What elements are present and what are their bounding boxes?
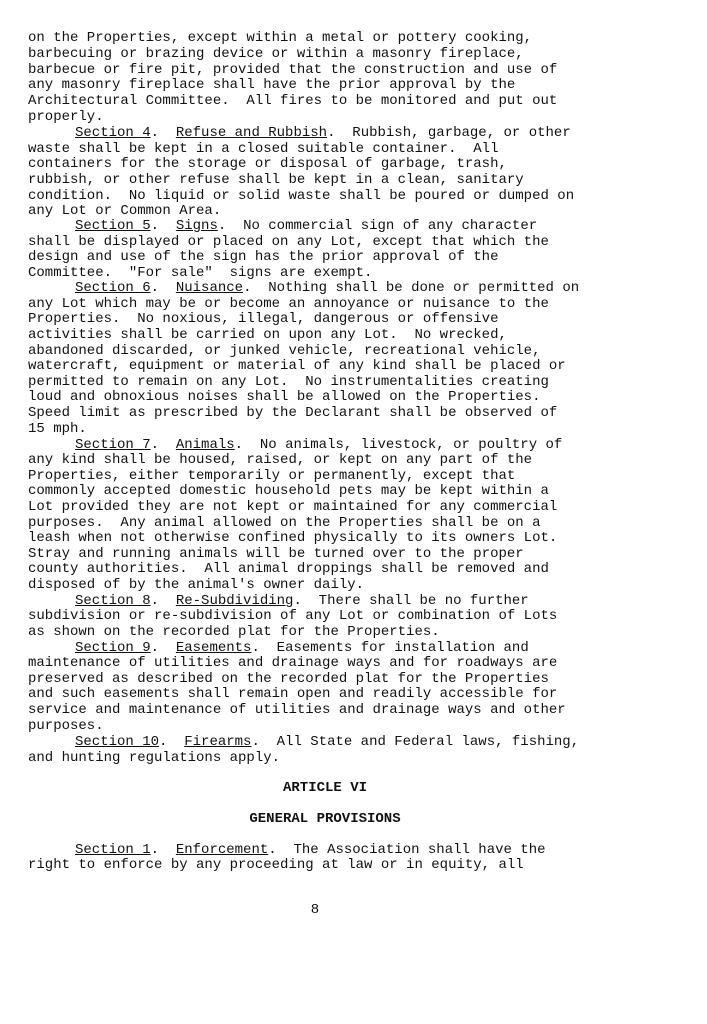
text-line: purposes. Any animal allowed on the Properties shall be on a <box>28 515 541 531</box>
section-5-heading: Section 5. Signs. No commercial sign of any character <box>75 218 538 234</box>
section-number: Section 7 <box>75 437 151 453</box>
article-title: GENERAL PROVISIONS <box>249 811 401 827</box>
text-line: and such easements shall remain open and readily accessible for <box>28 686 558 702</box>
text-line: containers for the storage or disposal of garbage, trash, <box>28 156 507 172</box>
section-title: Easements <box>175 640 252 656</box>
text-line: watercraft, equipment or material of any kind shall be placed or <box>28 358 566 374</box>
text-line: maintenance of utilities and drainage ways and for roadways are <box>28 655 558 671</box>
page-number: 8 <box>310 902 320 918</box>
text-line: any kind shall be housed, raised, or kept on any part of the <box>28 452 533 468</box>
text-line: and hunting regulations apply. <box>28 750 281 766</box>
text-line: disposed of by the animal's owner daily. <box>28 577 365 593</box>
text-line: Architectural Committee. All fires to be monitored and put out <box>28 93 558 109</box>
text-line: Committee. "For sale" signs are exempt. <box>28 265 373 281</box>
section-4-heading: Section 4. Refuse and Rubbish. Rubbish, garbage, or other <box>75 125 571 141</box>
section-title: Refuse and Rubbish <box>175 125 328 141</box>
text-line: any Lot or Common Area. <box>28 203 222 219</box>
text-line: loud and obnoxious noises shall be allowed on the Properties. <box>28 389 541 405</box>
section-title: Firearms <box>184 734 252 750</box>
section-7-heading: Section 7. Animals. No animals, livestock, or poultry of <box>75 437 563 453</box>
text-line: rubbish, or other refuse shall be kept in a clean, sanitary <box>28 172 524 188</box>
section-number: Section 10 <box>75 734 160 750</box>
text-line: on the Properties, except within a metal or pottery cooking, <box>28 30 533 46</box>
text-line: properly. <box>28 109 104 125</box>
text-line: barbecuing or brazing device or within a masonry fireplace, <box>28 46 524 62</box>
section-9-heading: Section 9. Easements. Easements for installation and <box>75 640 529 656</box>
section-number: Section 6 <box>75 280 151 296</box>
section-title: Enforcement <box>175 842 269 858</box>
text-line: condition. No liquid or solid waste shall be poured or dumped on <box>28 188 575 204</box>
text-line: permitted to remain on any Lot. No instrumentalities creating <box>28 374 549 390</box>
section-6-heading: Section 6. Nuisance. Nothing shall be done or permitted on <box>75 280 580 296</box>
text-line: commonly accepted domestic household pets may be kept within a <box>28 483 549 499</box>
text-line: activities shall be carried on upon any Lot. No wrecked, <box>28 327 507 343</box>
section-title: Nuisance <box>175 280 244 296</box>
text-line: any masonry fireplace shall have the prior approval by the <box>28 77 516 93</box>
section-number: Section 5 <box>75 218 151 234</box>
section-number: Section 4 <box>75 125 151 141</box>
text-line: barbecue or fire pit, provided that the construction and use of <box>28 62 558 78</box>
text-line: design and use of the sign has the prior approval of the <box>28 249 499 265</box>
text-line: county authorities. All animal droppings shall be removed and <box>28 561 549 577</box>
section-number: Section 8 <box>75 593 151 609</box>
section-10-heading: Section 10. Firearms. All State and Federal laws, fishing, <box>75 734 580 750</box>
text-line: Lot provided they are not kept or maintained for any commercial <box>28 499 558 515</box>
text-line: shall be displayed or placed on any Lot, except that which the <box>28 234 549 250</box>
text-line: service and maintenance of utilities and drainage ways and other <box>28 702 566 718</box>
text-line: waste shall be kept in a closed suitable container. All <box>28 141 499 157</box>
section-number: Section 9 <box>75 640 151 656</box>
enforcement-heading: Section 1. Enforcement. The Association shall have the <box>75 842 546 858</box>
section-title: Animals <box>175 437 235 453</box>
text-line: leash when not otherwise confined physically to its owners Lot. <box>28 530 558 546</box>
section-title: Signs <box>175 218 218 234</box>
text-line: subdivision or re-subdivision of any Lot or combination of Lots <box>28 608 558 624</box>
section-8-heading: Section 8. Re-Subdividing. There shall be no further <box>75 593 529 609</box>
text-line: abandoned discarded, or junked vehicle, recreational vehicle, <box>28 343 541 359</box>
text-line: any Lot which may be or become an annoyance or nuisance to the <box>28 296 549 312</box>
section-title: Re-Subdividing <box>175 593 294 609</box>
text-line: Speed limit as prescribed by the Declarant shall be observed of <box>28 405 558 421</box>
text-line: as shown on the recorded plat for the Properties. <box>28 624 440 640</box>
text-line: right to enforce by any proceeding at law or in equity, all <box>28 857 524 873</box>
text-line: Stray and running animals will be turned over to the proper <box>28 546 524 562</box>
text-line: Properties, either temporarily or permanently, except that <box>28 468 516 484</box>
text-line: 15 mph. <box>28 421 87 437</box>
article-heading: ARTICLE VI <box>282 780 367 796</box>
text-line: Properties. No noxious, illegal, dangerous or offensive <box>28 311 499 327</box>
text-line: purposes. <box>28 718 104 734</box>
text-line: preserved as described on the recorded plat for the Properties <box>28 671 549 687</box>
section-number: Section 1 <box>75 842 151 858</box>
